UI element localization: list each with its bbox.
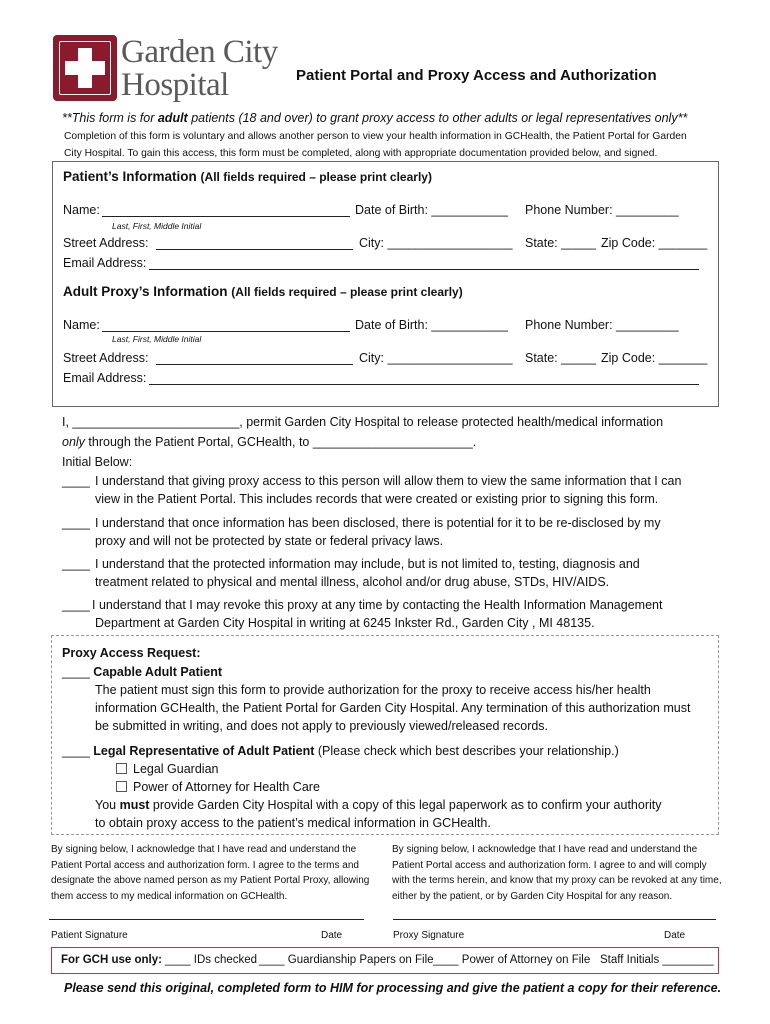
initial-blank-2[interactable]: ____ xyxy=(62,516,90,530)
capable-text-line1: The patient must sign this form to provide authorization for the proxy to receive access his/her health xyxy=(95,683,651,697)
patient-state-field[interactable]: State: _____ xyxy=(525,236,596,250)
consent-item-4-line2: Department at Garden City Hospital in writing at 6245 Inkster Rd., Garden City , MI 48135. xyxy=(95,616,595,630)
permit-line2: only through the Patient Portal, GCHealth, to _______________________. xyxy=(62,435,477,449)
logo-line2: Hospital xyxy=(121,67,229,103)
patient-name-label: Name: xyxy=(63,203,100,217)
logo-line1: Garden City xyxy=(121,34,278,70)
initial-blank-4[interactable]: ____ xyxy=(62,598,90,612)
initial-below-label: Initial Below: xyxy=(62,455,133,469)
capable-text-line3: be submitted in writing, and does not apply to previously viewed/released records. xyxy=(95,719,549,733)
adult-note: **This form is for adult patients (18 and over) to grant proxy access to other adults or legal representatives only** xyxy=(62,111,688,125)
consent-item-3-line2: treatment related to physical and mental illness, alcohol and/or drug abuse, STDs, HIV/AIDS. xyxy=(95,575,610,589)
proxy-name-label: Name: xyxy=(63,318,100,332)
proxy-city-field[interactable]: City: __________________ xyxy=(359,351,513,365)
proxy-signature-label: Proxy Signature xyxy=(393,930,465,941)
consent-item-2-line1: I understand that once information has been disclosed, there is potential for it to be re-disclosed by my xyxy=(95,516,661,530)
patient-name-hint: Last, First, Middle Initial xyxy=(112,221,202,231)
patient-name-field[interactable] xyxy=(102,216,350,217)
patient-phone-field[interactable]: Phone Number: _________ xyxy=(525,203,679,217)
footer-instruction: Please send this original, completed form to HIM for processing and give the patient a copy for their reference. xyxy=(64,981,722,995)
legal-representative-option[interactable]: ____ Legal Representative of Adult Patient (Please check which best describes your relationship.) xyxy=(62,744,619,758)
permit-line1: I, ________________________, permit Garden City Hospital to release protected health/medical information xyxy=(62,415,664,429)
patient-dob-field[interactable]: Date of Birth: ___________ xyxy=(355,203,508,217)
must-provide-line1: You must provide Garden City Hospital with a copy of this legal paperwork as to confirm your authority xyxy=(95,798,662,812)
must-provide-line2: to obtain proxy access to the patient’s medical information in GCHealth. xyxy=(95,816,491,830)
patient-signature-line[interactable] xyxy=(49,919,364,920)
patient-section-title: Patient’s Information (All fields required – please print clearly) xyxy=(63,169,432,184)
office-use-label: For GCH use only: xyxy=(61,954,162,966)
consent-item-1-line2: view in the Patient Portal. This includes records that were created or existing prior to signing this form. xyxy=(95,492,659,506)
capable-text-line2: information GCHealth, the Patient Portal for Garden City Hospital. Any termination of this authorization must xyxy=(95,701,691,715)
poa-file-field[interactable]: ____ Power of Attorney on File xyxy=(433,954,591,966)
checkbox-icon[interactable] xyxy=(116,781,127,792)
proxy-name-hint: Last, First, Middle Initial xyxy=(112,334,202,344)
ids-checked-field[interactable]: ____ IDs checked xyxy=(165,954,258,966)
patient-zip-field[interactable]: Zip Code: _______ xyxy=(601,236,708,250)
form-title: Patient Portal and Proxy Access and Authorization xyxy=(296,67,657,84)
proxy-street-label: Street Address: xyxy=(63,351,149,365)
consent-item-2-line2: proxy and will not be protected by state or federal privacy laws. xyxy=(95,534,444,548)
proxy-street-field[interactable] xyxy=(156,364,353,365)
patient-street-label: Street Address: xyxy=(63,236,149,250)
patient-date-label: Date xyxy=(321,930,343,941)
staff-initials-field[interactable]: Staff Initials ________ xyxy=(600,954,714,966)
consent-item-1-line1: I understand that giving proxy access to this person will allow them to view the same information that I can xyxy=(95,474,682,488)
patient-city-field[interactable]: City: __________________ xyxy=(359,236,513,250)
intro-line2: City Hospital. To gain this access, this form must be completed, along with appropriate documentation provided below, and signed. xyxy=(64,148,658,159)
proxy-state-field[interactable]: State: _____ xyxy=(525,351,596,365)
patient-street-field[interactable] xyxy=(156,249,353,250)
proxy-acknowledgement: By signing below, I acknowledge that I have read and understand the Patient Portal access and authorization form. I agree to and will comply with the terms herein, and know that my proxy can be revoked at any time, either by the patient, or by Garden City Hospital for any reason. xyxy=(392,844,722,902)
proxy-email-field[interactable] xyxy=(149,384,699,385)
capable-adult-option[interactable]: ____ Capable Adult Patient xyxy=(62,665,223,679)
guardianship-field[interactable]: ____ Guardianship Papers on File xyxy=(259,954,434,966)
proxy-zip-field[interactable]: Zip Code: _______ xyxy=(601,351,708,365)
consent-item-4-line1: I understand that I may revoke this proxy at any time by contacting the Health Information Management xyxy=(92,598,663,612)
patient-email-field[interactable] xyxy=(149,269,699,270)
intro-line1: Completion of this form is voluntary and allows another person to view your health information in GCHealth, the Patient Portal for Garden xyxy=(64,131,687,142)
proxy-name-field[interactable] xyxy=(102,331,350,332)
hospital-logo-cross-icon xyxy=(53,35,117,101)
proxy-date-label: Date xyxy=(664,930,686,941)
initial-blank-3[interactable]: ____ xyxy=(62,557,90,571)
consent-item-3-line1: I understand that the protected information may include, but is not limited to, testing, diagnosis and xyxy=(95,557,640,571)
proxy-phone-field[interactable]: Phone Number: _________ xyxy=(525,318,679,332)
proxy-signature-line[interactable] xyxy=(393,919,716,920)
checkbox-icon[interactable] xyxy=(116,763,127,774)
proxy-dob-field[interactable]: Date of Birth: ___________ xyxy=(355,318,508,332)
proxy-email-label: Email Address: xyxy=(63,371,147,385)
poa-option[interactable]: Power of Attorney for Health Care xyxy=(116,778,320,796)
patient-email-label: Email Address: xyxy=(63,256,147,270)
request-title: Proxy Access Request: xyxy=(62,646,201,660)
proxy-section-title: Adult Proxy’s Information (All fields required – please print clearly) xyxy=(63,284,463,299)
legal-guardian-option[interactable]: Legal Guardian xyxy=(116,760,218,778)
patient-signature-label: Patient Signature xyxy=(51,930,128,941)
patient-acknowledgement: By signing below, I acknowledge that I have read and understand the Patient Portal access and authorization form. I agree to the terms and designate the above named person as my Patient Portal Proxy, allowing them access to my medical information on GCHealth. xyxy=(51,844,370,902)
initial-blank-1[interactable]: ____ xyxy=(62,474,90,488)
